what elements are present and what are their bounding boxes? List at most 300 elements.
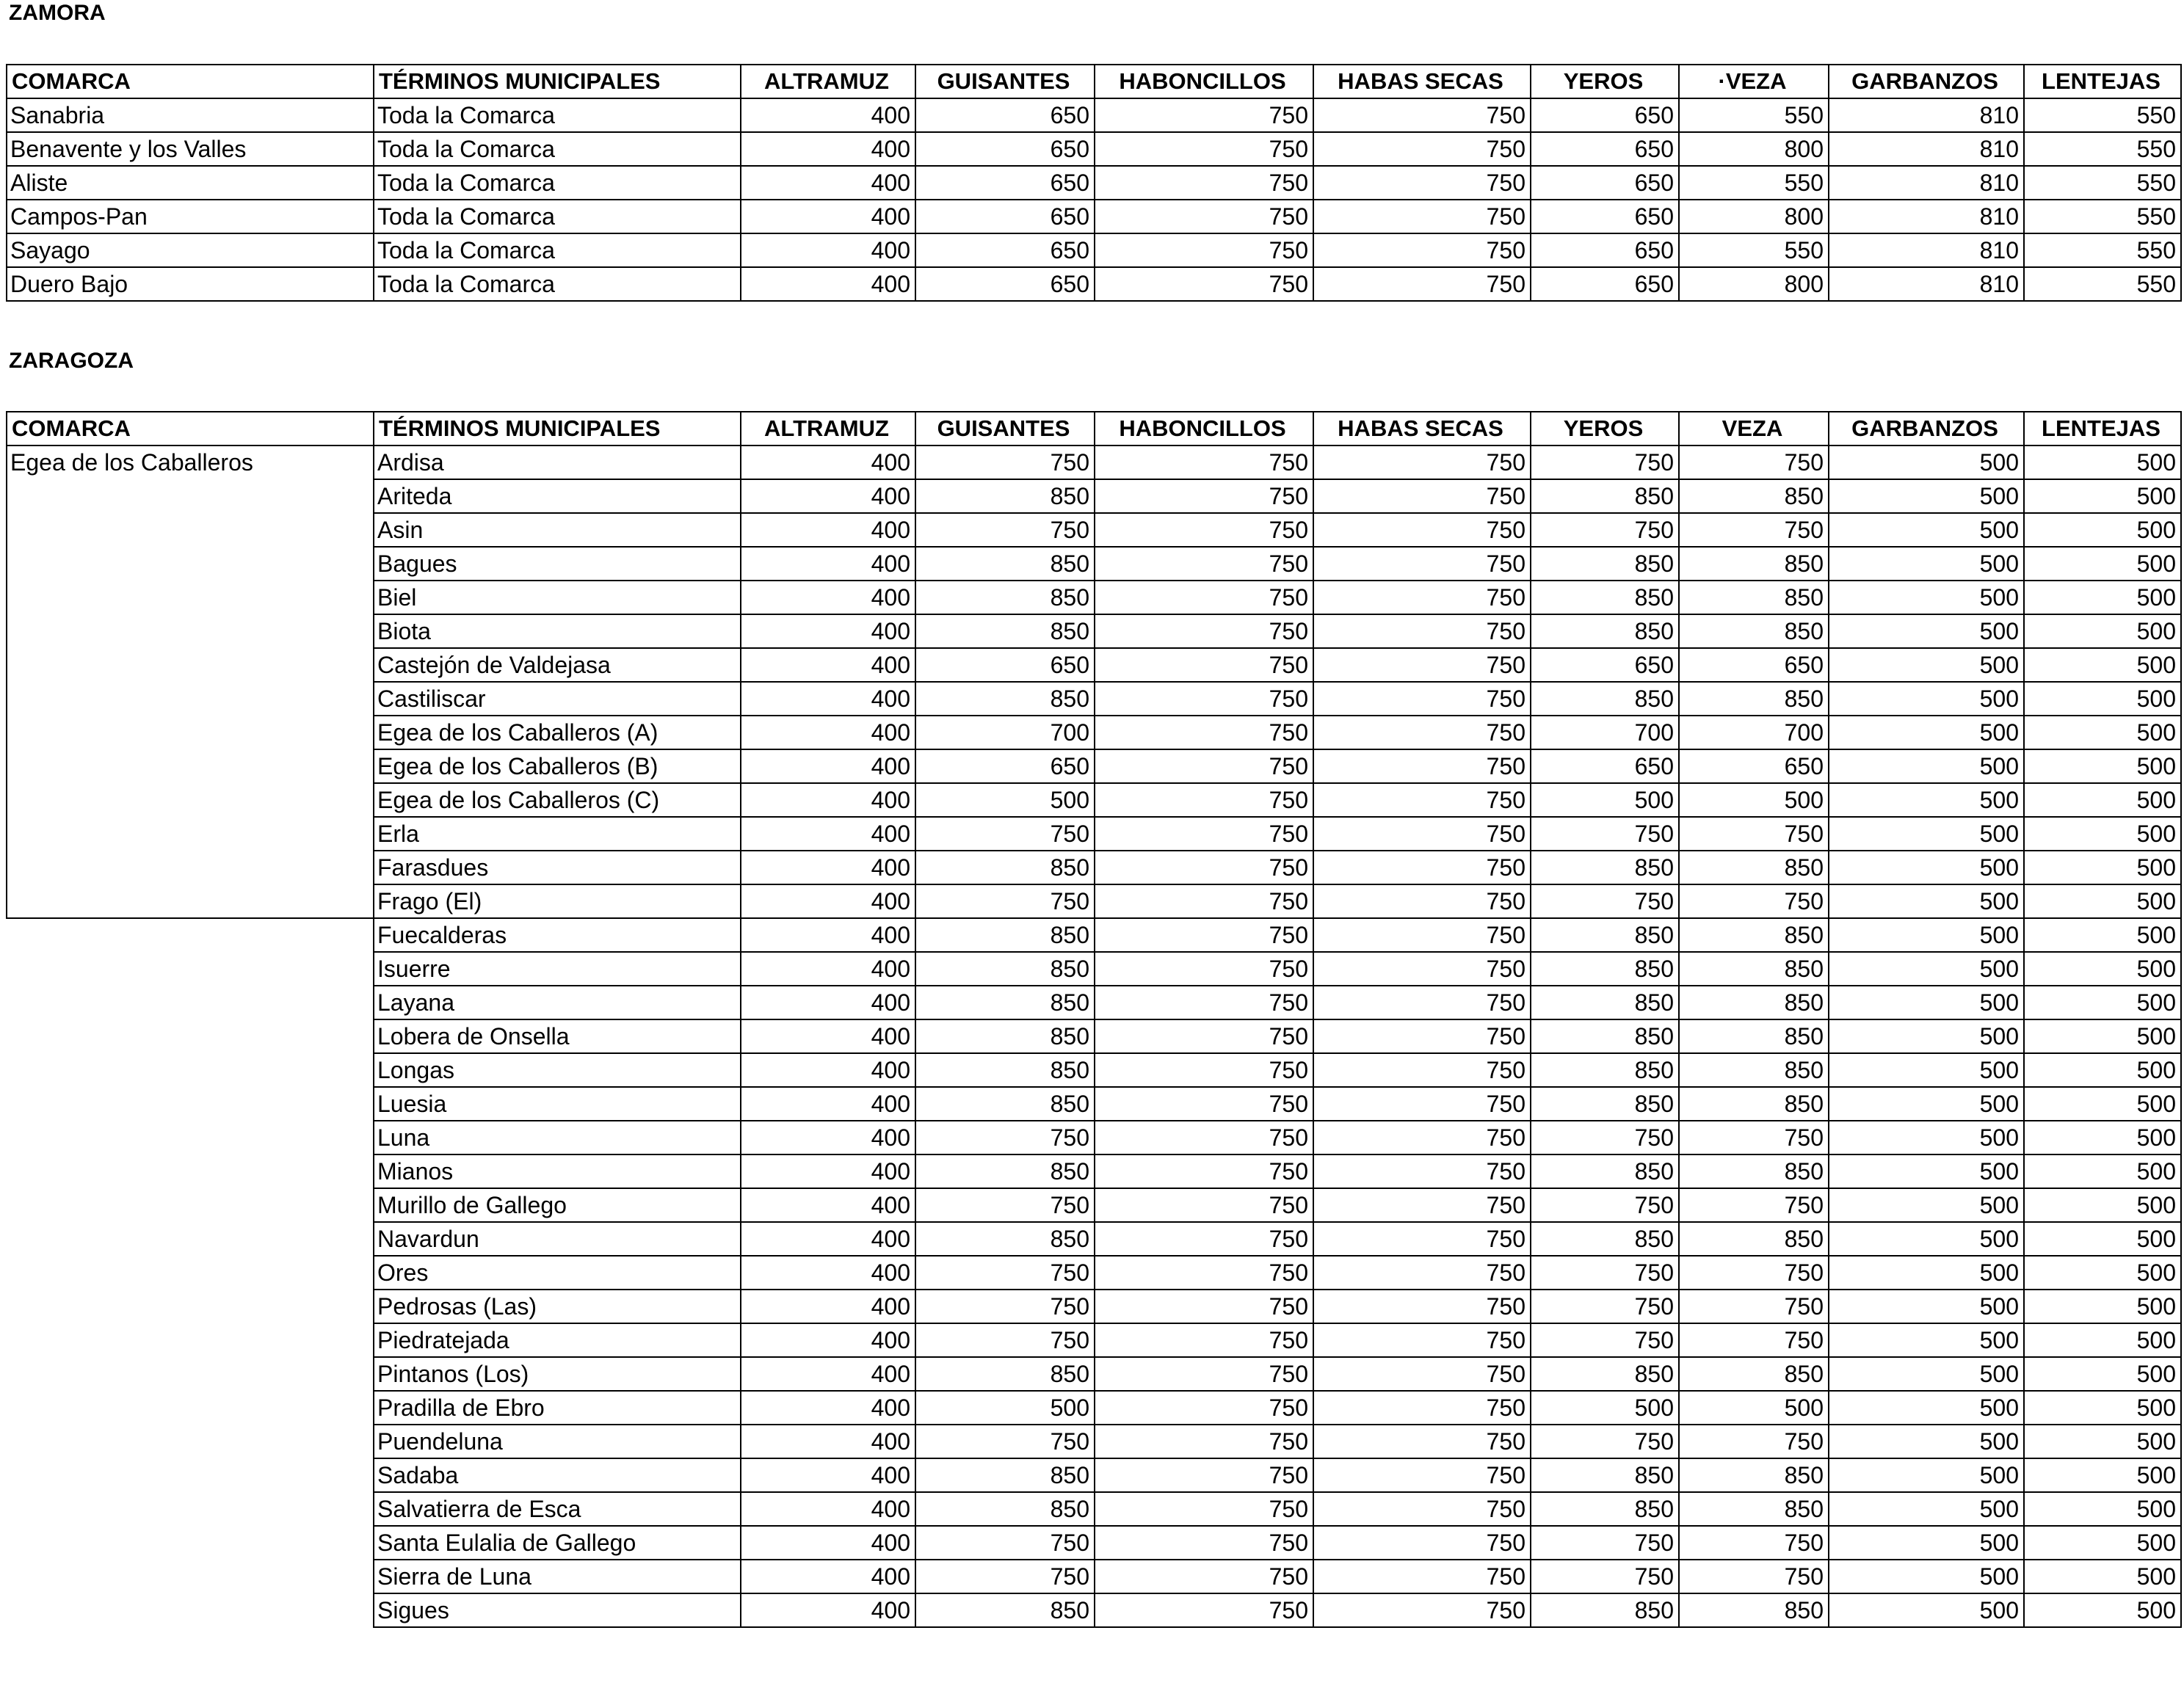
altramuz-cell: 400 — [741, 1019, 915, 1053]
veza-cell: 750 — [1679, 1425, 1829, 1458]
garbanzos-cell: 810 — [1829, 267, 2024, 301]
comarca-blank-cell — [7, 1121, 374, 1154]
termino-cell: Castiliscar — [374, 682, 741, 716]
yeros-cell: 750 — [1531, 513, 1679, 547]
table-row — [7, 132, 2181, 166]
haboncillos-cell: 750 — [1095, 1323, 1313, 1357]
lentejas-cell: 500 — [2024, 1425, 2181, 1458]
garbanzos-cell: 500 — [1829, 1222, 2024, 1256]
lentejas-cell: 500 — [2024, 884, 2181, 918]
garbanzos-cell: 500 — [1829, 1290, 2024, 1323]
haboncillos-cell: 750 — [1095, 479, 1313, 513]
habas-secas-cell: 750 — [1313, 749, 1531, 783]
guisantes-cell: 650 — [915, 132, 1095, 166]
altramuz-cell: 400 — [741, 581, 915, 614]
haboncillos-cell: 750 — [1095, 1560, 1313, 1593]
table-row — [7, 166, 2181, 200]
altramuz-cell: 400 — [741, 1053, 915, 1087]
lentejas-cell: 550 — [2024, 98, 2181, 132]
yeros-cell: 650 — [1531, 166, 1679, 200]
altramuz-cell: 400 — [741, 1121, 915, 1154]
table-row — [7, 98, 2181, 132]
yeros-cell: 850 — [1531, 1222, 1679, 1256]
veza-cell: 550 — [1679, 98, 1829, 132]
guisantes-cell: 750 — [915, 1526, 1095, 1560]
yeros-cell: 650 — [1531, 98, 1679, 132]
habas-secas-cell: 750 — [1313, 783, 1531, 817]
termino-cell: Egea de los Caballeros (A) — [374, 716, 741, 749]
altramuz-cell: 400 — [741, 547, 915, 581]
garbanzos-cell: 500 — [1829, 1053, 2024, 1087]
lentejas-cell: 500 — [2024, 749, 2181, 783]
haboncillos-cell: 750 — [1095, 851, 1313, 884]
comarca-blank-cell — [7, 1087, 374, 1121]
yeros-cell: 650 — [1531, 749, 1679, 783]
lentejas-cell: 550 — [2024, 132, 2181, 166]
haboncillos-cell: 750 — [1095, 749, 1313, 783]
yeros-cell: 500 — [1531, 783, 1679, 817]
table-row — [7, 1425, 2181, 1458]
termino-cell: Salvatierra de Esca — [374, 1492, 741, 1526]
termino-cell: Erla — [374, 817, 741, 851]
habas-secas-cell: 750 — [1313, 1019, 1531, 1053]
guisantes-cell: 750 — [915, 513, 1095, 547]
lentejas-cell: 500 — [2024, 682, 2181, 716]
haboncillos-cell: 750 — [1095, 1188, 1313, 1222]
guisantes-cell: 750 — [915, 1560, 1095, 1593]
garbanzos-cell: 500 — [1829, 513, 2024, 547]
guisantes-cell: 500 — [915, 1391, 1095, 1425]
garbanzos-cell: 810 — [1829, 98, 2024, 132]
haboncillos-cell: 750 — [1095, 1019, 1313, 1053]
termino-cell: Toda la Comarca — [374, 200, 741, 233]
table-row — [7, 1357, 2181, 1391]
header-lentejas: LENTEJAS — [2024, 65, 2181, 98]
altramuz-cell: 400 — [741, 267, 915, 301]
yeros-cell: 850 — [1531, 851, 1679, 884]
yeros-cell: 750 — [1531, 884, 1679, 918]
header-comarca: COMARCA — [7, 412, 374, 446]
haboncillos-cell: 750 — [1095, 918, 1313, 952]
haboncillos-cell: 750 — [1095, 783, 1313, 817]
habas-secas-cell: 750 — [1313, 986, 1531, 1019]
garbanzos-cell: 500 — [1829, 648, 2024, 682]
veza-cell: 750 — [1679, 1188, 1829, 1222]
garbanzos-cell: 500 — [1829, 884, 2024, 918]
garbanzos-cell: 500 — [1829, 749, 2024, 783]
termino-cell: Mianos — [374, 1154, 741, 1188]
habas-secas-cell: 750 — [1313, 267, 1531, 301]
yeros-cell: 700 — [1531, 716, 1679, 749]
veza-cell: 850 — [1679, 918, 1829, 952]
table-row — [7, 1019, 2181, 1053]
garbanzos-cell: 810 — [1829, 132, 2024, 166]
garbanzos-cell: 810 — [1829, 166, 2024, 200]
guisantes-cell: 850 — [915, 1087, 1095, 1121]
habas-secas-cell: 750 — [1313, 1593, 1531, 1627]
haboncillos-cell: 750 — [1095, 1593, 1313, 1627]
lentejas-cell: 500 — [2024, 1290, 2181, 1323]
garbanzos-cell: 500 — [1829, 817, 2024, 851]
habas-secas-cell: 750 — [1313, 581, 1531, 614]
comarca-blank-cell — [7, 1458, 374, 1492]
table-row — [7, 1323, 2181, 1357]
comarca-blank-cell — [7, 1053, 374, 1087]
haboncillos-cell: 750 — [1095, 1053, 1313, 1087]
garbanzos-cell: 500 — [1829, 581, 2024, 614]
habas-secas-cell: 750 — [1313, 166, 1531, 200]
haboncillos-cell: 750 — [1095, 446, 1313, 479]
altramuz-cell: 400 — [741, 1526, 915, 1560]
guisantes-cell: 750 — [915, 1425, 1095, 1458]
termino-cell: Sigues — [374, 1593, 741, 1627]
termino-cell: Toda la Comarca — [374, 98, 741, 132]
veza-cell: 850 — [1679, 1458, 1829, 1492]
guisantes-cell: 850 — [915, 918, 1095, 952]
lentejas-cell: 500 — [2024, 1222, 2181, 1256]
guisantes-cell: 650 — [915, 166, 1095, 200]
comarca-blank-cell — [7, 1256, 374, 1290]
table-row — [7, 1222, 2181, 1256]
guisantes-cell: 850 — [915, 581, 1095, 614]
altramuz-cell: 400 — [741, 233, 915, 267]
veza-cell: 850 — [1679, 581, 1829, 614]
termino-cell: Fuecalderas — [374, 918, 741, 952]
veza-cell: 850 — [1679, 1019, 1829, 1053]
altramuz-cell: 400 — [741, 166, 915, 200]
header-garbanzos: GARBANZOS — [1829, 412, 2024, 446]
veza-cell: 850 — [1679, 1593, 1829, 1627]
lentejas-cell: 550 — [2024, 267, 2181, 301]
yeros-cell: 850 — [1531, 479, 1679, 513]
haboncillos-cell: 750 — [1095, 581, 1313, 614]
lentejas-cell: 500 — [2024, 1492, 2181, 1526]
lentejas-cell: 500 — [2024, 1526, 2181, 1560]
table-row — [7, 1391, 2181, 1425]
guisantes-cell: 750 — [915, 817, 1095, 851]
haboncillos-cell: 750 — [1095, 98, 1313, 132]
altramuz-cell: 400 — [741, 817, 915, 851]
habas-secas-cell: 750 — [1313, 1222, 1531, 1256]
termino-cell: Puendeluna — [374, 1425, 741, 1458]
zamora-table — [6, 64, 2182, 302]
termino-cell: Ores — [374, 1256, 741, 1290]
guisantes-cell: 750 — [915, 1290, 1095, 1323]
haboncillos-cell: 750 — [1095, 952, 1313, 986]
termino-cell: Luesia — [374, 1087, 741, 1121]
habas-secas-cell: 750 — [1313, 1188, 1531, 1222]
comarca-cell: Sayago — [7, 233, 374, 267]
veza-cell: 850 — [1679, 1087, 1829, 1121]
guisantes-cell: 750 — [915, 1121, 1095, 1154]
guisantes-cell: 850 — [915, 547, 1095, 581]
guisantes-cell: 750 — [915, 1256, 1095, 1290]
comarca-blank-cell — [7, 1560, 374, 1593]
termino-cell: Lobera de Onsella — [374, 1019, 741, 1053]
garbanzos-cell: 500 — [1829, 1121, 2024, 1154]
guisantes-cell: 750 — [915, 1188, 1095, 1222]
comarca-blank-cell — [7, 1425, 374, 1458]
yeros-cell: 650 — [1531, 233, 1679, 267]
header-lentejas: LENTEJAS — [2024, 412, 2181, 446]
yeros-cell: 850 — [1531, 1053, 1679, 1087]
habas-secas-cell: 750 — [1313, 200, 1531, 233]
header-altramuz: ALTRAMUZ — [741, 412, 915, 446]
termino-cell: Murillo de Gallego — [374, 1188, 741, 1222]
haboncillos-cell: 750 — [1095, 1391, 1313, 1425]
garbanzos-cell: 500 — [1829, 1019, 2024, 1053]
veza-cell: 750 — [1679, 1323, 1829, 1357]
guisantes-cell: 850 — [915, 1492, 1095, 1526]
zaragoza-table-body — [7, 446, 2181, 1627]
header-haboncillos: HABONCILLOS — [1095, 65, 1313, 98]
veza-cell: 850 — [1679, 952, 1829, 986]
altramuz-cell: 400 — [741, 1425, 915, 1458]
comarca-blank-cell — [7, 918, 374, 952]
comarca-blank-cell — [7, 1019, 374, 1053]
altramuz-cell: 400 — [741, 1256, 915, 1290]
termino-cell: Pedrosas (Las) — [374, 1290, 741, 1323]
header-veza: VEZA — [1679, 412, 1829, 446]
lentejas-cell: 500 — [2024, 1154, 2181, 1188]
veza-cell: 800 — [1679, 200, 1829, 233]
lentejas-cell: 550 — [2024, 200, 2181, 233]
lentejas-cell: 500 — [2024, 1323, 2181, 1357]
veza-cell: 750 — [1679, 446, 1829, 479]
guisantes-cell: 650 — [915, 200, 1095, 233]
habas-secas-cell: 750 — [1313, 1458, 1531, 1492]
yeros-cell: 850 — [1531, 1019, 1679, 1053]
garbanzos-cell: 500 — [1829, 1323, 2024, 1357]
guisantes-cell: 750 — [915, 1323, 1095, 1357]
termino-cell: Egea de los Caballeros (C) — [374, 783, 741, 817]
lentejas-cell: 550 — [2024, 166, 2181, 200]
lentejas-cell: 500 — [2024, 581, 2181, 614]
guisantes-cell: 850 — [915, 614, 1095, 648]
garbanzos-cell: 500 — [1829, 952, 2024, 986]
lentejas-cell: 500 — [2024, 1188, 2181, 1222]
altramuz-cell: 400 — [741, 1593, 915, 1627]
veza-cell: 750 — [1679, 513, 1829, 547]
table-row — [7, 1560, 2181, 1593]
yeros-cell: 650 — [1531, 132, 1679, 166]
altramuz-cell: 400 — [741, 648, 915, 682]
zaragoza-header-row — [7, 412, 2181, 446]
termino-cell: Toda la Comarca — [374, 233, 741, 267]
termino-cell: Piedratejada — [374, 1323, 741, 1357]
haboncillos-cell: 750 — [1095, 1222, 1313, 1256]
yeros-cell: 750 — [1531, 1121, 1679, 1154]
altramuz-cell: 400 — [741, 749, 915, 783]
termino-cell: Biel — [374, 581, 741, 614]
table-row — [7, 1154, 2181, 1188]
yeros-cell: 650 — [1531, 267, 1679, 301]
veza-cell: 850 — [1679, 1154, 1829, 1188]
guisantes-cell: 650 — [915, 98, 1095, 132]
habas-secas-cell: 750 — [1313, 1425, 1531, 1458]
veza-cell: 750 — [1679, 817, 1829, 851]
comarca-blank-cell — [7, 1391, 374, 1425]
veza-cell: 750 — [1679, 884, 1829, 918]
garbanzos-cell: 500 — [1829, 1391, 2024, 1425]
veza-cell: 850 — [1679, 1222, 1829, 1256]
habas-secas-cell: 750 — [1313, 132, 1531, 166]
comarca-cell: Benavente y los Valles — [7, 132, 374, 166]
veza-cell: 500 — [1679, 783, 1829, 817]
garbanzos-cell: 500 — [1829, 1425, 2024, 1458]
termino-cell: Sadaba — [374, 1458, 741, 1492]
yeros-cell: 650 — [1531, 200, 1679, 233]
table-row — [7, 1188, 2181, 1222]
table-row — [7, 1458, 2181, 1492]
table-row — [7, 1593, 2181, 1627]
header-haboncillos: HABONCILLOS — [1095, 412, 1313, 446]
guisantes-cell: 500 — [915, 783, 1095, 817]
altramuz-cell: 400 — [741, 1154, 915, 1188]
veza-cell: 750 — [1679, 1121, 1829, 1154]
table-row — [7, 200, 2181, 233]
yeros-cell: 750 — [1531, 446, 1679, 479]
header-habas-secas: HABAS SECAS — [1313, 412, 1531, 446]
garbanzos-cell: 500 — [1829, 1087, 2024, 1121]
altramuz-cell: 400 — [741, 986, 915, 1019]
altramuz-cell: 400 — [741, 200, 915, 233]
yeros-cell: 750 — [1531, 1188, 1679, 1222]
section-title-zaragoza: ZARAGOZA — [9, 349, 134, 373]
altramuz-cell: 400 — [741, 1222, 915, 1256]
veza-cell: 750 — [1679, 1290, 1829, 1323]
haboncillos-cell: 750 — [1095, 1256, 1313, 1290]
altramuz-cell: 400 — [741, 1492, 915, 1526]
table-row — [7, 986, 2181, 1019]
habas-secas-cell: 750 — [1313, 1357, 1531, 1391]
yeros-cell: 850 — [1531, 918, 1679, 952]
veza-cell: 500 — [1679, 1391, 1829, 1425]
table-row — [7, 233, 2181, 267]
garbanzos-cell: 500 — [1829, 918, 2024, 952]
haboncillos-cell: 750 — [1095, 132, 1313, 166]
table-row — [7, 1290, 2181, 1323]
garbanzos-cell: 500 — [1829, 1154, 2024, 1188]
haboncillos-cell: 750 — [1095, 1154, 1313, 1188]
lentejas-cell: 500 — [2024, 952, 2181, 986]
termino-cell: Bagues — [374, 547, 741, 581]
garbanzos-cell: 500 — [1829, 614, 2024, 648]
termino-cell: Toda la Comarca — [374, 267, 741, 301]
altramuz-cell: 400 — [741, 446, 915, 479]
habas-secas-cell: 750 — [1313, 1391, 1531, 1425]
veza-cell: 850 — [1679, 1053, 1829, 1087]
garbanzos-cell: 500 — [1829, 1560, 2024, 1593]
altramuz-cell: 400 — [741, 952, 915, 986]
comarca-cell: Duero Bajo — [7, 267, 374, 301]
lentejas-cell: 500 — [2024, 1560, 2181, 1593]
habas-secas-cell: 750 — [1313, 233, 1531, 267]
header-veza: ·VEZA — [1679, 65, 1829, 98]
altramuz-cell: 400 — [741, 851, 915, 884]
yeros-cell: 650 — [1531, 648, 1679, 682]
garbanzos-cell: 500 — [1829, 547, 2024, 581]
header-altramuz: ALTRAMUZ — [741, 65, 915, 98]
garbanzos-cell: 500 — [1829, 986, 2024, 1019]
habas-secas-cell: 750 — [1313, 1560, 1531, 1593]
section-title-zamora: ZAMORA — [9, 1, 106, 25]
lentejas-cell: 550 — [2024, 233, 2181, 267]
guisantes-cell: 850 — [915, 1357, 1095, 1391]
lentejas-cell: 500 — [2024, 513, 2181, 547]
habas-secas-cell: 750 — [1313, 513, 1531, 547]
veza-cell: 850 — [1679, 547, 1829, 581]
comarca-blank-cell — [7, 1593, 374, 1627]
comarca-blank-cell — [7, 986, 374, 1019]
header-guisantes: GUISANTES — [915, 65, 1095, 98]
haboncillos-cell: 750 — [1095, 1357, 1313, 1391]
table-row — [7, 1256, 2181, 1290]
yeros-cell: 850 — [1531, 547, 1679, 581]
altramuz-cell: 400 — [741, 918, 915, 952]
termino-cell: Navardun — [374, 1222, 741, 1256]
comarca-blank-cell — [7, 1323, 374, 1357]
yeros-cell: 850 — [1531, 1087, 1679, 1121]
yeros-cell: 500 — [1531, 1391, 1679, 1425]
guisantes-cell: 850 — [915, 479, 1095, 513]
lentejas-cell: 500 — [2024, 716, 2181, 749]
table-row — [7, 1053, 2181, 1087]
termino-cell: Toda la Comarca — [374, 132, 741, 166]
yeros-cell: 750 — [1531, 1323, 1679, 1357]
yeros-cell: 750 — [1531, 1560, 1679, 1593]
comarca-blank-cell — [7, 1188, 374, 1222]
lentejas-cell: 500 — [2024, 479, 2181, 513]
comarca-blank-cell — [7, 1492, 374, 1526]
zamora-header-row — [7, 65, 2181, 98]
comarca-blank-cell — [7, 1154, 374, 1188]
haboncillos-cell: 750 — [1095, 1526, 1313, 1560]
lentejas-cell: 500 — [2024, 1121, 2181, 1154]
yeros-cell: 850 — [1531, 952, 1679, 986]
garbanzos-cell: 500 — [1829, 446, 2024, 479]
haboncillos-cell: 750 — [1095, 1290, 1313, 1323]
termino-cell: Longas — [374, 1053, 741, 1087]
habas-secas-cell: 750 — [1313, 1323, 1531, 1357]
veza-cell: 850 — [1679, 1357, 1829, 1391]
yeros-cell: 850 — [1531, 1492, 1679, 1526]
zamora-table-body — [7, 98, 2181, 301]
guisantes-cell: 850 — [915, 1222, 1095, 1256]
altramuz-cell: 400 — [741, 614, 915, 648]
yeros-cell: 850 — [1531, 1357, 1679, 1391]
altramuz-cell: 400 — [741, 513, 915, 547]
termino-cell: Luna — [374, 1121, 741, 1154]
garbanzos-cell: 500 — [1829, 851, 2024, 884]
habas-secas-cell: 750 — [1313, 1053, 1531, 1087]
yeros-cell: 850 — [1531, 1154, 1679, 1188]
table-row — [7, 918, 2181, 952]
veza-cell: 550 — [1679, 233, 1829, 267]
garbanzos-cell: 500 — [1829, 783, 2024, 817]
garbanzos-cell: 500 — [1829, 716, 2024, 749]
garbanzos-cell: 810 — [1829, 233, 2024, 267]
veza-cell: 850 — [1679, 682, 1829, 716]
haboncillos-cell: 750 — [1095, 547, 1313, 581]
altramuz-cell: 400 — [741, 682, 915, 716]
garbanzos-cell: 500 — [1829, 479, 2024, 513]
yeros-cell: 750 — [1531, 1425, 1679, 1458]
guisantes-cell: 650 — [915, 233, 1095, 267]
habas-secas-cell: 750 — [1313, 614, 1531, 648]
guisantes-cell: 850 — [915, 682, 1095, 716]
guisantes-cell: 850 — [915, 1458, 1095, 1492]
